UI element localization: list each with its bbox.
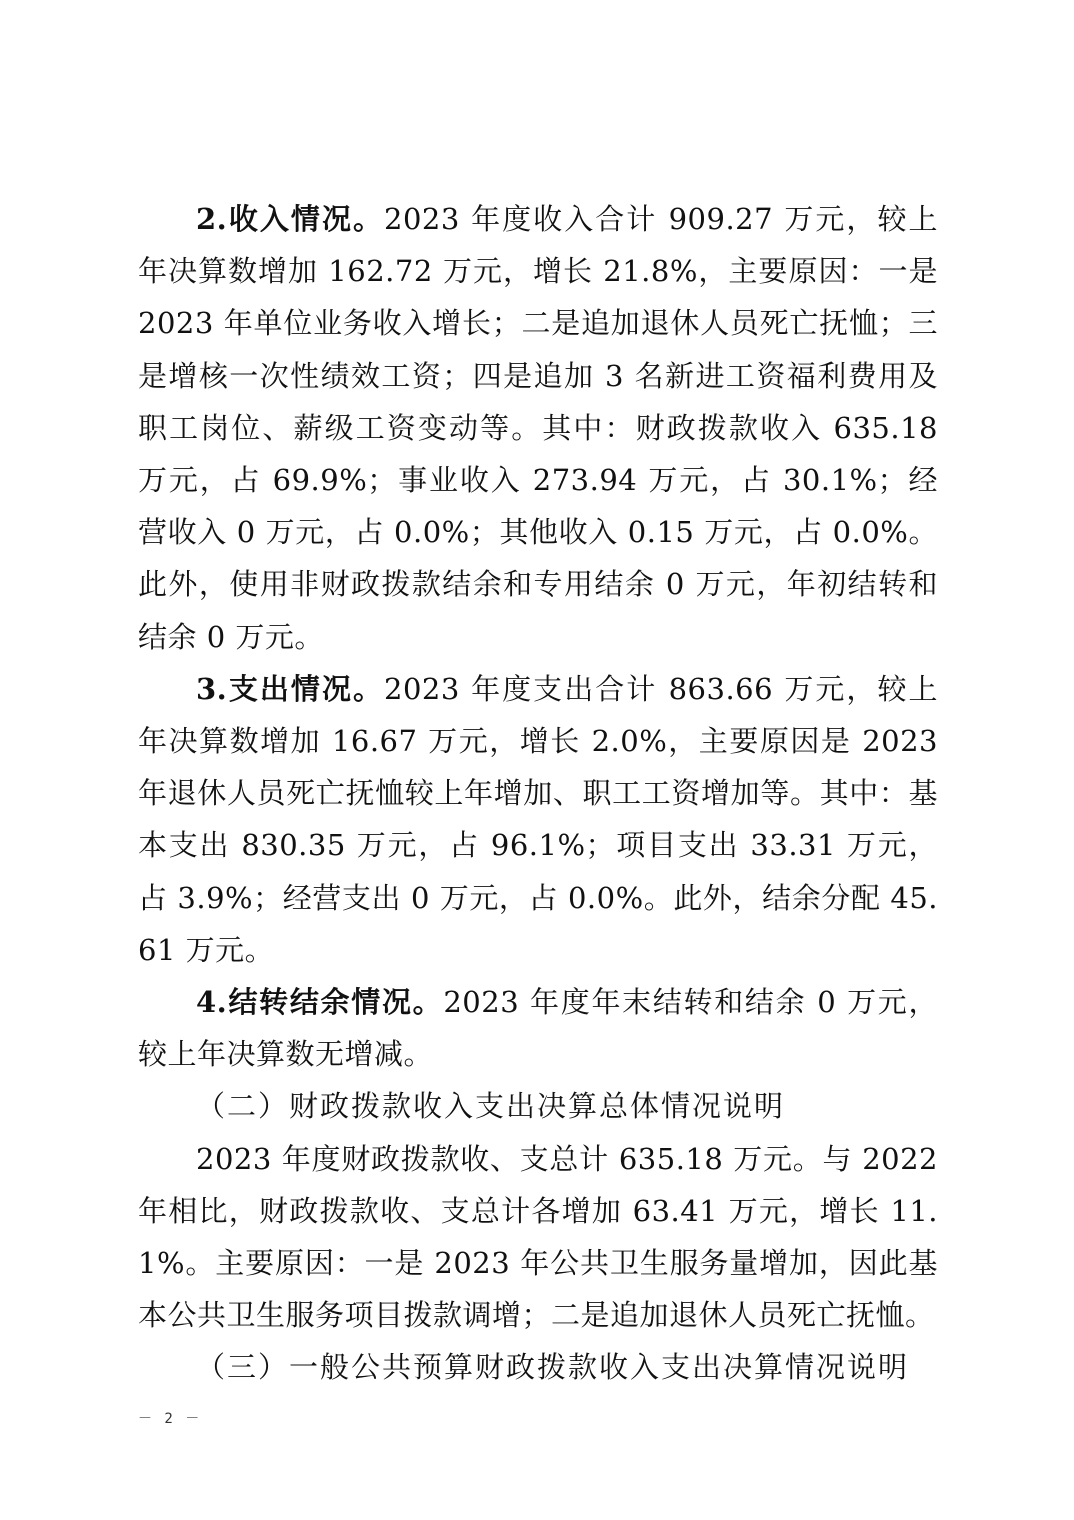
income-paragraph [138,193,938,663]
page-number: － 2 － [138,1411,202,1427]
carryover-paragraph [138,976,938,1080]
expenditure-paragraph [138,663,938,976]
carryover-body: 2023 年度年末结转和结余 0 万元，较上年决算数无增减。 [138,985,938,1072]
section-3-heading: （三）一般公共预算财政拨款收入支出决算情况说明 [196,1350,910,1385]
income-body: 2023 年度收入合计 909.27 万元，较上年决算数增加 162.72 万元，增长 21.8%，主要原因：一是 2023 年单位业务收入增长；二是追加退休人员死亡抚恤；三是增核一次性绩效工资；四是追加 3 名新进工资福利费用及职工岗位、薪级工资变动等。其中：财政拨款收入 635.18 万元，占 69.9%；事业收入 273.94 万元，占 30.1%；经营收入 0 万元，占 0.0%；其他收入 0.15 万元，占 0.0%。此外，使用非财政拨款结余和专用结余 0 万元，年初结转和结余 0 万元。 [138,202,938,654]
carryover-lead: 4.结转结余情况。 [196,985,444,1020]
section-2-body: 2023 年度财政拨款收、支总计 635.18 万元。与 2022 年相比，财政拨款收、支总计各增加 63.41 万元，增长 11.1%。主要原因：一是 2023 年公共卫生服务量增加，因此基本公共卫生服务项目拨款调增；二是追加退休人员死亡抚恤。 [138,1141,938,1333]
body-text [138,193,938,1394]
section-2-heading: （二）财政拨款收入支出决算总体情况说明 [196,1089,786,1124]
expenditure-lead: 3.支出情况。 [196,671,385,706]
expenditure-body: 2023 年度支出合计 863.66 万元，较上年决算数增加 16.67 万元，增长 2.0%，主要原因是 2023 年退休人员死亡抚恤较上年增加、职工工资增加等。其中：基本支出 830.35 万元，占 96.1%；项目支出 33.31 万元，占 3.9%；经营支出 0 万元，占 0.0%。此外，结余分配 45.61 万元。 [138,671,938,967]
income-lead: 2.收入情况。 [196,202,385,236]
